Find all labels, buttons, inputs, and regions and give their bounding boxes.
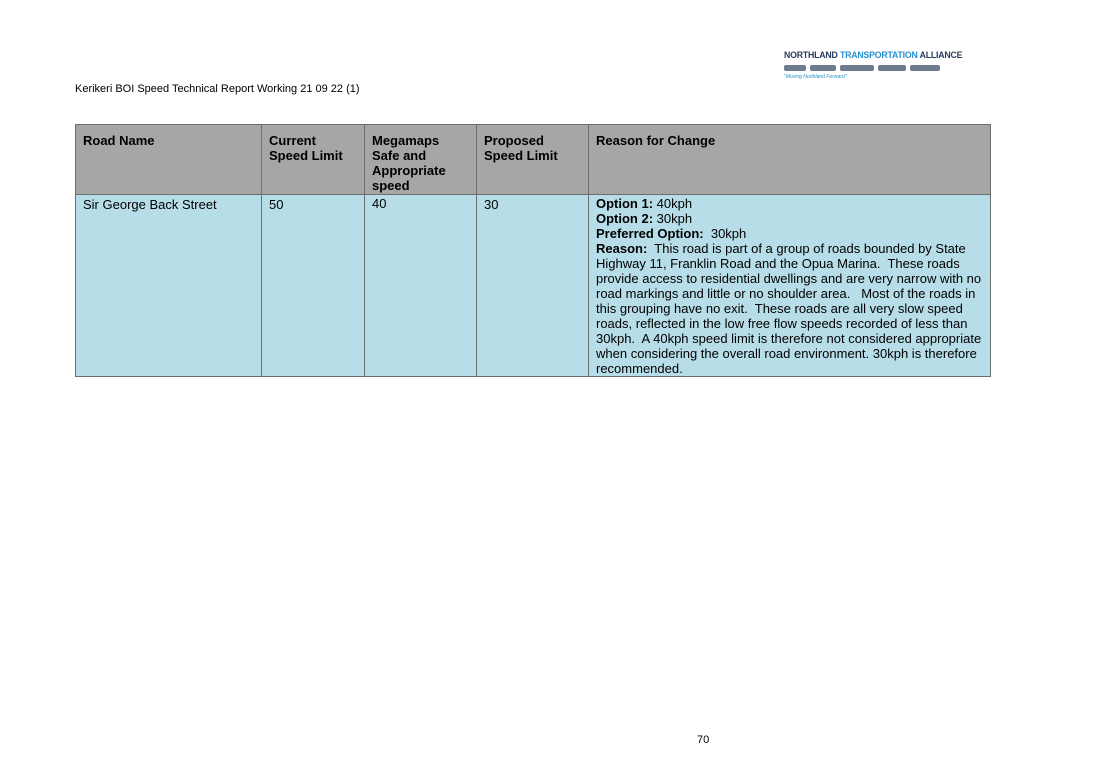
column-header-current-speed-limit: Current Speed Limit xyxy=(262,125,365,195)
cell-current-speed-limit: 50 xyxy=(262,195,365,377)
option-2-line: Option 2: 30kph xyxy=(596,211,693,226)
column-header-proposed-speed-limit: Proposed Speed Limit xyxy=(477,125,589,195)
cell-reason-for-change xyxy=(589,195,991,377)
partner-logo xyxy=(784,65,806,71)
logo-title: NORTHLAND TRANSPORTATION ALLIANCE xyxy=(784,50,963,61)
logo-tagline: "Moving Northland Forward" xyxy=(784,74,847,80)
table-header-row xyxy=(76,125,991,195)
document-title: Kerikeri BOI Speed Technical Report Working 21 09 22 (1) xyxy=(75,83,360,95)
cell-road-name: Sir George Back Street xyxy=(76,195,262,377)
table-row xyxy=(76,195,991,377)
reason-paragraph: Reason: This road is part of a group of roads bounded by State Highway 11, Franklin Road and the Opua Marina. These roads provide access to residential dwellings and are very narrow with no road markings and little or no shoulder area. Most of the roads in this grouping have no exit. These roads are all very slow speed roads, reflected in the low free flow speeds recorded of less than 30kph. A 40kph speed limit is therefore not considered appropriate when considering the overall road environment. 30kph is therefore recommended. xyxy=(596,241,985,376)
column-header-megamaps-speed: Megamaps Safe and Appropriate speed xyxy=(365,125,477,195)
partner-logo xyxy=(810,65,836,71)
option-1-line: Option 1: 40kph xyxy=(596,196,693,211)
page-number: 70 xyxy=(697,734,710,746)
cell-megamaps-speed: 40 xyxy=(365,195,477,377)
northland-transportation-alliance-logo xyxy=(784,50,963,82)
partner-logo xyxy=(878,65,906,71)
partner-logo xyxy=(910,65,940,71)
cell-proposed-speed-limit: 30 xyxy=(477,195,589,377)
partner-logos xyxy=(784,63,954,73)
column-header-reason-for-change: Reason for Change xyxy=(589,125,991,195)
partner-logo xyxy=(840,65,874,71)
preferred-option-line: Preferred Option: 30kph xyxy=(596,226,747,241)
speed-limit-table xyxy=(75,124,991,377)
column-header-road-name: Road Name xyxy=(76,125,262,195)
